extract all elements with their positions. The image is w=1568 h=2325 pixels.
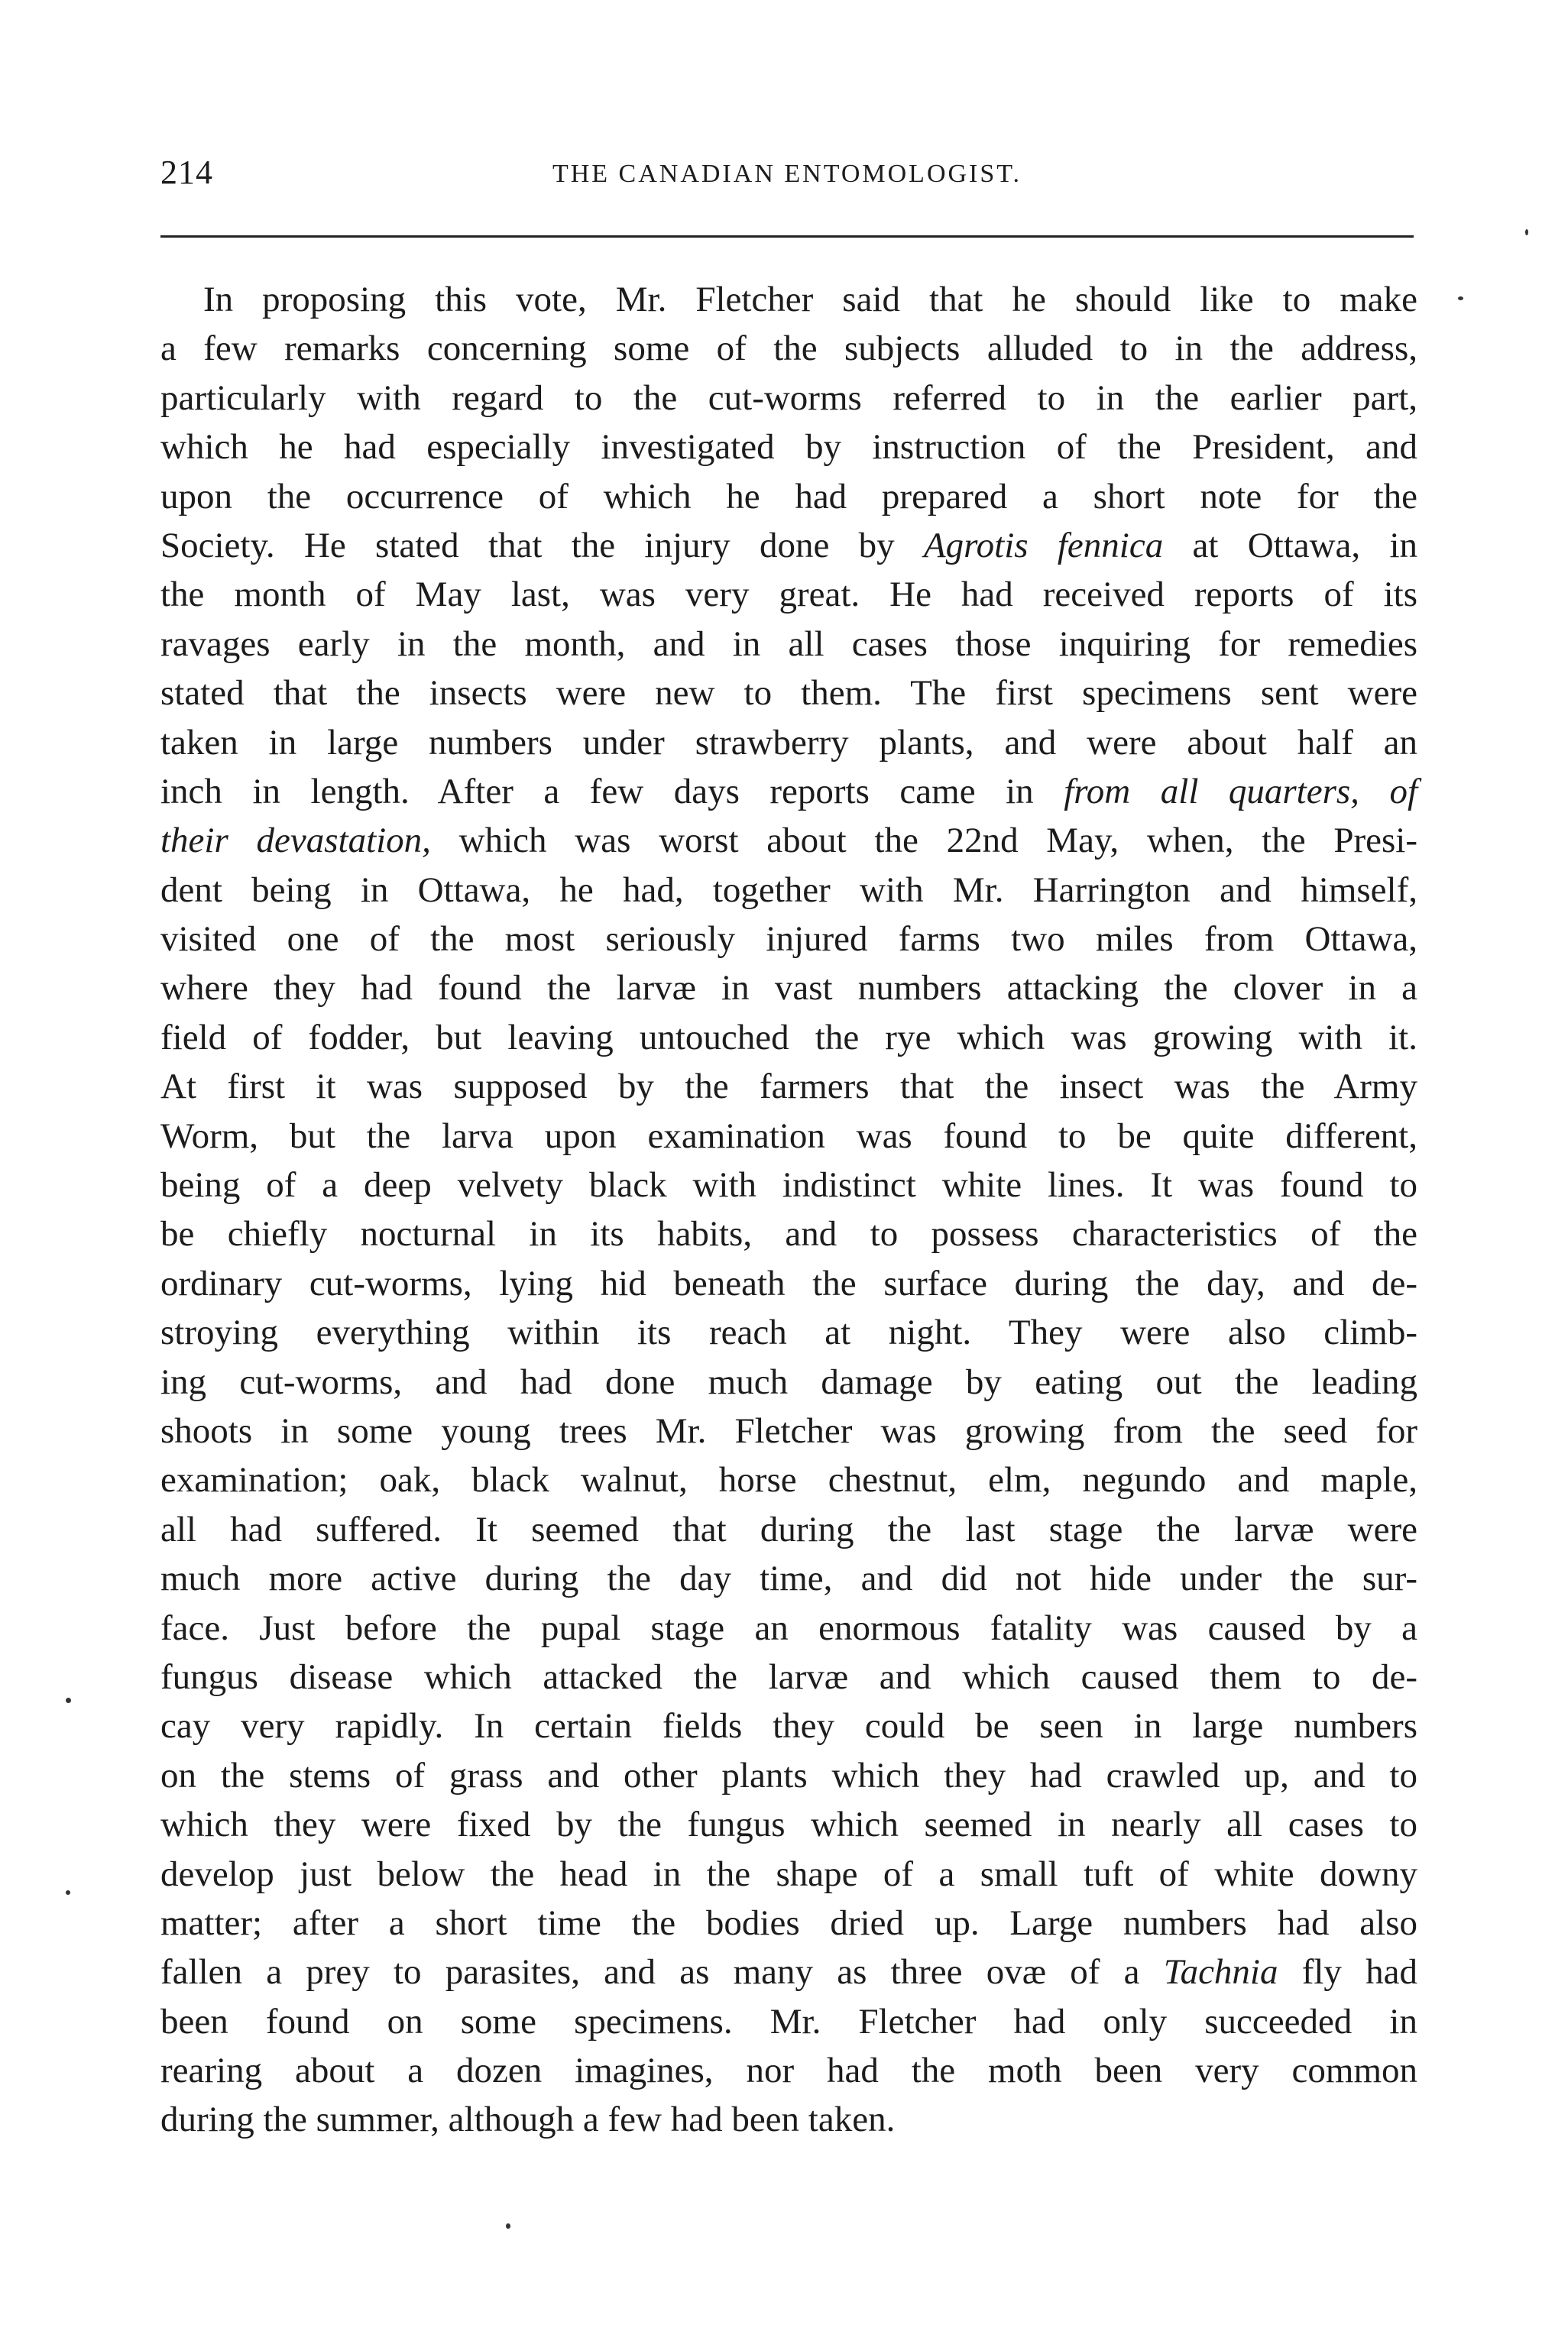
text-line: matter; after a short time the bodies dried up. Large numbers had also <box>160 1902 1417 1943</box>
text-line: been found on some specimens. Mr. Fletcher had only succeeded in <box>160 2001 1417 2042</box>
text-segment: which was worst about the 22nd May, when, the Presi- <box>458 821 1417 861</box>
text-segment: fallen a prey to parasites, and as many as three ovæ of a <box>160 1952 1140 1993</box>
text-line: At first it was supposed by the farmers that the insect was the Army <box>160 1067 1417 1107</box>
text-line: cay very rapidly. In certain fields they could be seen in large numbers <box>160 1706 1417 1747</box>
text-segment: at Ottawa, in <box>1192 525 1418 565</box>
page-number: 214 <box>160 154 213 191</box>
text-line <box>160 521 1417 570</box>
text-line: develop just below the head in the shape of a small tuft of white downy <box>160 1854 1417 1894</box>
margin-speck <box>1525 229 1528 235</box>
text-line: ing cut-worms, and had done much damage by eating out the leading <box>160 1362 1417 1402</box>
text-line: all had suffered. It seemed that during the last stage the larvæ were <box>160 1509 1417 1549</box>
margin-speck <box>1458 296 1463 300</box>
text-line: dent being in Ottawa, he had, together with Mr. Harrington and himself, <box>160 869 1417 910</box>
text-line: rearing about a dozen imagines, nor had the moth been very common <box>160 2051 1417 2091</box>
text-line: ordinary cut-worms, lying hid beneath the surface during the day, and de- <box>160 1263 1417 1303</box>
species-name: Tachnia <box>1163 1952 1278 1993</box>
text-line: examination; oak, black walnut, horse chestnut, elm, negundo and maple, <box>160 1460 1417 1501</box>
text-line: upon the occurrence of which he had prepared a short note for the <box>160 476 1417 516</box>
text-line <box>160 816 1417 865</box>
text-line: visited one of the most seriously injured farms two miles from Ottawa, <box>160 919 1417 960</box>
text-line: In proposing this vote, Mr. Fletcher said that he should like to make <box>203 280 1417 319</box>
text-line: shoots in some young trees Mr. Fletcher was growing from the seed for <box>160 1410 1417 1451</box>
text-line: fungus disease which attacked the larvæ and which caused them to de- <box>160 1656 1417 1697</box>
italic-phrase: their devastation, <box>160 821 431 861</box>
text-line: on the stems of grass and other plants which they had crawled up, and to <box>160 1755 1417 1796</box>
text-segment: inch in length. After a few days reports came in <box>160 771 1034 811</box>
text-line: be chiefly nocturnal in its habits, and to possess characteristics of the <box>160 1214 1417 1255</box>
text-line: field of fodder, but leaving untouched the rye which was growing with it. <box>160 1017 1417 1057</box>
text-line: stated that the insects were new to them. The first specimens sent were <box>160 673 1417 714</box>
italic-phrase: from all quarters, of <box>1064 771 1418 811</box>
page-header <box>160 150 1414 203</box>
text-line: taken in large numbers under strawberry plants, and were about half an <box>160 722 1417 763</box>
body-paragraph <box>160 275 1417 2145</box>
text-segment: fly had <box>1301 1952 1418 1993</box>
text-segment: Society. He stated that the injury done by <box>160 525 895 565</box>
text-line <box>160 1948 1417 1996</box>
text-line: Worm, but the larva upon examination was found to be quite different, <box>160 1116 1417 1156</box>
text-line: which they were fixed by the fungus which seemed in nearly all cases to <box>160 1805 1417 1845</box>
margin-speck <box>66 1890 70 1895</box>
running-title: THE CANADIAN ENTOMOLOGIST. <box>552 160 1022 188</box>
header-rule <box>160 235 1414 238</box>
text-line: the month of May last, was very great. He had received reports of its <box>160 575 1417 615</box>
species-name: Agrotis fennica <box>923 525 1164 565</box>
text-line: particularly with regard to the cut-worms referred to in the earlier part, <box>160 377 1417 418</box>
text-line: being of a deep velvety black with indistinct white lines. It was found to <box>160 1165 1417 1206</box>
text-line: face. Just before the pupal stage an enormous fatality was caused by a <box>160 1608 1417 1648</box>
text-line: during the summer, although a few had been taken. <box>160 2100 896 2140</box>
text-line: much more active during the day time, and did not hide under the sur- <box>160 1559 1417 1599</box>
text-line: ravages early in the month, and in all cases those inquiring for remedies <box>160 623 1417 664</box>
text-line: where they had found the larvæ in vast numbers attacking the clover in a <box>160 968 1417 1009</box>
text-line <box>160 767 1417 816</box>
text-line: a few remarks concerning some of the subjects alluded to in the address, <box>160 329 1417 369</box>
margin-speck <box>506 2223 510 2229</box>
margin-speck <box>66 1698 71 1703</box>
text-line: which he had especially investigated by instruction of the President, and <box>160 427 1417 468</box>
text-line: stroying everything within its reach at night. They were also climb- <box>160 1313 1417 1353</box>
